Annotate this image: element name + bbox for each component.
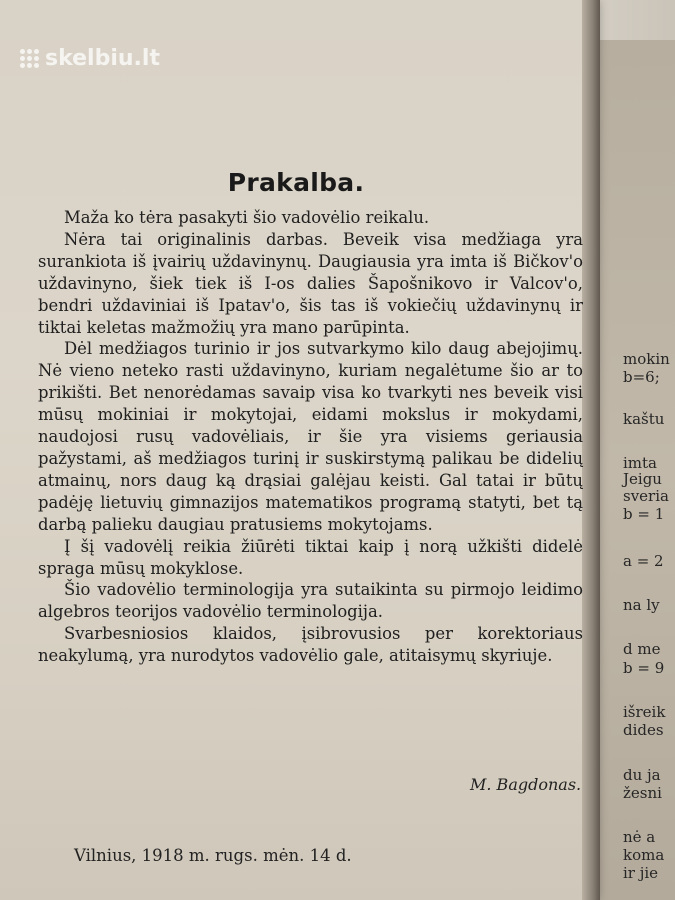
right-fragment: mokin (623, 350, 670, 368)
right-fragment: sveria (623, 487, 669, 505)
right-fragment: b = 1 (623, 505, 665, 523)
right-fragment: d me (623, 640, 661, 658)
right-fragment: a = 2 (623, 552, 664, 570)
dateline: Vilnius, 1918 m. rugs. mėn. 14 d. (74, 846, 352, 865)
paragraph: Nėra tai originalinis darbas. Beveik visa medžiaga yra surankiota iš įvairių uždavinynų. Daugiausia yra imta iš Bičkov'o uždavinyno, šiek tiek iš I-os dalies Šapošnikovo ir Valcov'o, bendri uždaviniai iš Ipatav'o, šis tas iš vokiečių uždavinynų ir tiktai keletas mažmožių yra mano parūpinta. (38, 229, 583, 337)
paragraph: Į šį vadovėlį reikia žiūrėti tiktai kaip į norą užkišti didelė spraga mūsų mokyklose. (38, 536, 583, 578)
book-gutter (582, 0, 600, 900)
right-fragment: išreik (623, 703, 666, 721)
watermark (20, 46, 160, 71)
right-fragment: koma (623, 846, 665, 864)
paragraph: Svarbesniosios klaidos, įsibrovusios per korektoriaus neakylumą, yra nurodytos vadovėlio gale, atitaisymų skyriuje. (38, 624, 583, 666)
page-title: Prakalba. (227, 168, 365, 197)
right-fragment: du ja (623, 766, 661, 784)
right-fragment: kaštu (623, 410, 665, 428)
paragraph: Dėl medžiagos turinio ir jos sutvarkymo kilo daug abejojimų. Nė vieno neteko rasti uždavinyno, kuriam negalėtume šio ar to prikišti. Bet nenorėdamas savaip visa ko tvarkyti nes beveik visi mūsų mokiniai ir mokytojai, eidami mokslus ir mokydami, naudojosi rusų vadovėliais, ir šie yra visiems geriausia pažystami, aš medžiagos turinį ir suskirstymą palikau be didelių atmainų, nors daug ką drąsiai galėjau keisti. Gal tatai ir būtų padėję lietuvių gimnazijos matematikos programą statyti, bet tą darbą palieku daugiau pratusiems mokytojams. (38, 339, 583, 534)
right-fragment: žesni (623, 784, 662, 802)
author-signature: M. Bagdonas. (470, 775, 582, 794)
right-fragment: nė a (623, 828, 656, 846)
paragraph: Maža ko tėra pasakyti šio vadovėlio reikalu. (64, 208, 430, 227)
watermark-text: skelbiu.lt (45, 46, 160, 71)
right-fragment: imta (623, 454, 657, 472)
right-fragment: ir jie (623, 864, 659, 882)
right-fragment: dides (623, 721, 664, 739)
right-fragment: na ly (623, 596, 660, 614)
paragraph: Šio vadovėlio terminologija yra sutaikinta su pirmojo leidimo algebros teorijos vadovėlio terminologija. (38, 580, 583, 622)
watermark-logo-icon (20, 49, 39, 68)
right-fragment: Jeigu (623, 470, 662, 488)
right-fragment: b = 9 (623, 659, 665, 677)
right-fragment: b=6; (623, 368, 660, 386)
preface-body (38, 207, 583, 667)
